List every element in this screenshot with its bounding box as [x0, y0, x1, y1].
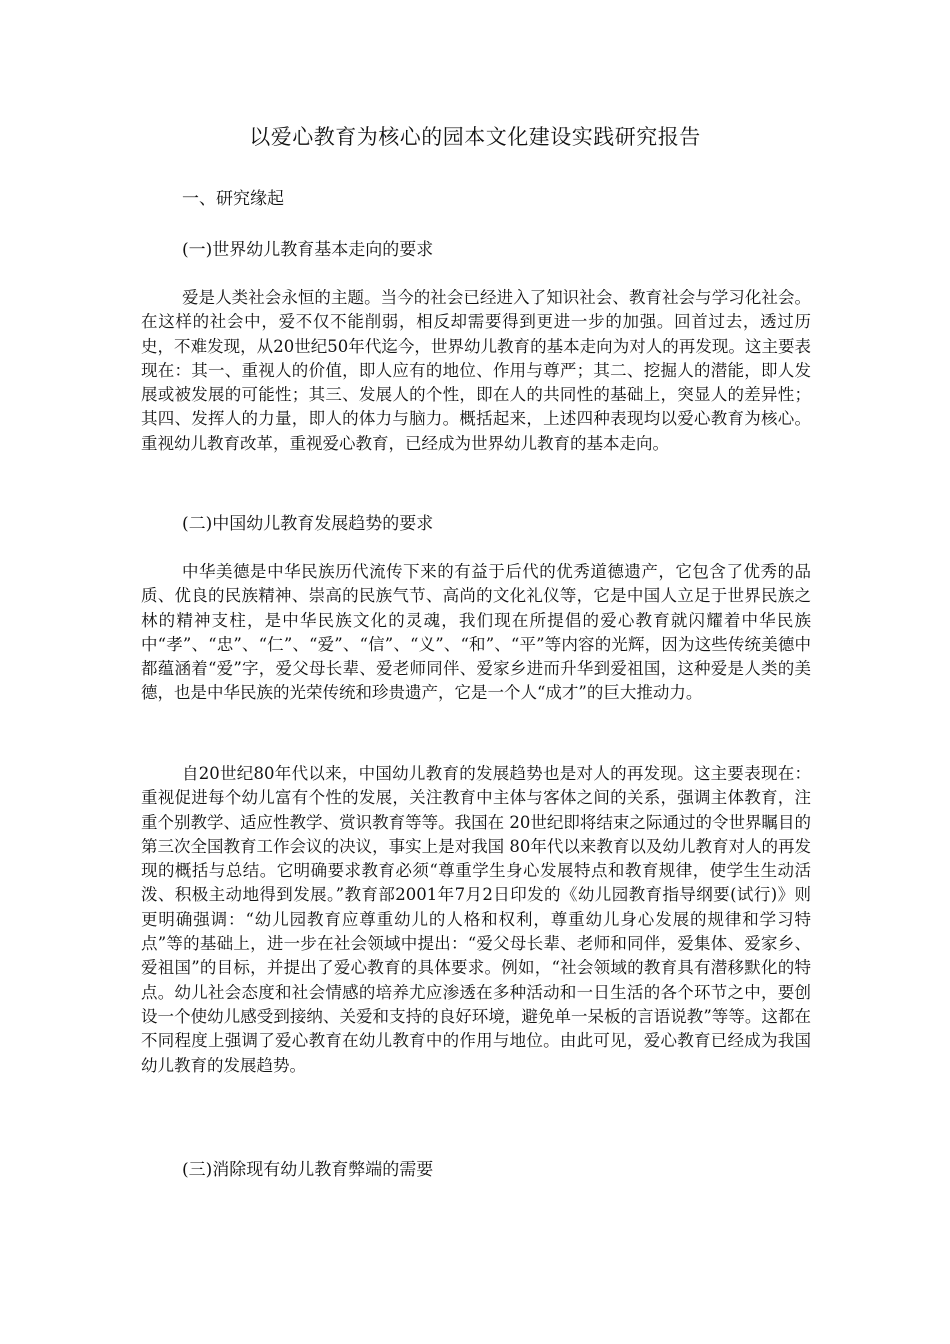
section-heading-research-origin: 一、研究缘起	[182, 189, 284, 209]
paragraph-china-development: 自20世纪80年代以来，中国幼儿教育的发展趋势也是对人的再发现。这主要表现在：重视促进每个幼儿富有个性的发展，关注教育中主体与客体之间的关系，强调主体教育，注重个别教学、适应性教学、赏识教育等等。我国在 20世纪即将结束之际通过的令世界瞩目的第三次全国教育工作会议的决议，事实上是对我国 80年代以来教育以及幼儿教育对人的再发现的概括与总结。它明确要求教育必须“尊重学生身心发展特点和教育规律，使学生生动活泼、积极主动地得到发展。”教育部2001年7月2日印发的《幼儿园教育指导纲要(试行)》则更明确强调：“幼儿园教育应尊重幼儿的人格和权利，尊重幼儿身心发展的规律和学习特点”等的基础上，进一步在社会领域中提出：“爱父母长辈、老师和同伴，爱集体、爱家乡、爱祖国”的目标，并提出了爱心教育的具体要求。例如，“社会领域的教育具有潜移默化的特点。幼儿社会态度和社会情感的培养尤应渗透在多种活动和一日生活的各个环节之中，要创设一个使幼儿感受到接纳、关爱和支持的良好环境，避免单一呆板的言语说教”等等。这都在不同程度上强调了爱心教育在幼儿教育中的作用与地位。由此可见，爱心教育已经成为我国幼儿教育的发展趋势。	[141, 764, 811, 1075]
subsection-heading-eliminate-drawbacks: (三)消除现有幼儿教育弊端的需要	[182, 1160, 434, 1180]
paragraph-chinese-virtues: 中华美德是中华民族历代流传下来的有益于后代的优秀道德遗产，它包含了优秀的品质、优良的民族精神、崇高的民族气节、高尚的文化礼仪等，它是中国人立足于世界民族之林的精神支柱，是中华民族文化的灵魂，我们现在所提倡的爱心教育就闪耀着中华民族中“孝”、“忠”、“仁”、“爱”、“信”、“义”、“和”、“平”等内容的光辉，因为这些传统美德中都蕴涵着“爱”字，爱父母长辈、爱老师同伴、爱家乡进而升华到爱祖国，这种爱是人类的美德，也是中华民族的光荣传统和珍贵遗产，它是一个人“成才”的巨大推动力。	[141, 562, 811, 703]
subsection-heading-china-trend: (二)中国幼儿教育发展趋势的要求	[182, 514, 434, 534]
subsection-heading-world-trend: (一)世界幼儿教育基本走向的要求	[182, 240, 434, 260]
document-title: 以爱心教育为核心的园本文化建设实践研究报告	[249, 125, 701, 149]
paragraph-world-trend: 爱是人类社会永恒的主题。当今的社会已经进入了知识社会、教育社会与学习化社会。在这样的社会中，爱不仅不能削弱，相反却需要得到更进一步的加强。回首过去，透过历史，不难发现，从20世纪50年代迄今，世界幼儿教育的基本走向为对人的再发现。这主要表现在：其一、重视人的价值，即人应有的地位、作用与尊严；其二、挖掘人的潜能，即人发展或被发展的可能性；其三、发展人的个性，即在人的共同性的基础上，突显人的差异性；其四、发挥人的力量，即人的体力与脑力。概括起来，上述四种表现均以爱心教育为核心。重视幼儿教育改革，重视爱心教育，已经成为世界幼儿教育的基本走向。	[141, 288, 811, 453]
